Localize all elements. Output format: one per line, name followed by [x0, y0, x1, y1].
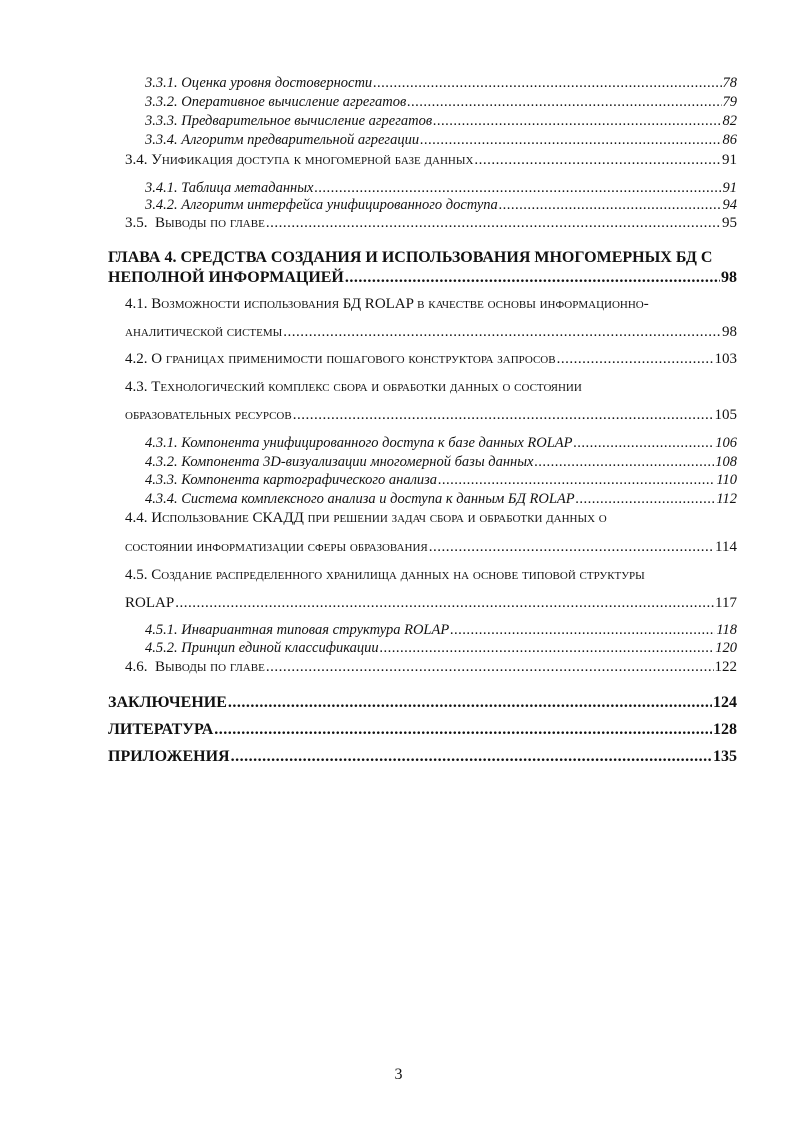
dot-leader [420, 133, 721, 148]
toc-entry[interactable] [125, 325, 737, 340]
toc-entry-label: 3.3.2. Оперативное вычисление агрегатов [145, 94, 407, 110]
dot-leader [293, 408, 714, 423]
toc-entry[interactable] [145, 492, 737, 507]
toc-entry[interactable] [145, 473, 737, 488]
toc-entry-label: 3.4. Унификация доступа к многомерной базе данных [125, 152, 474, 168]
toc-entry-page: 108 [715, 454, 737, 470]
toc-entry-page: 122 [714, 659, 737, 675]
toc-entry[interactable] [108, 749, 737, 765]
toc-entry-line1[interactable]: 4.4. Использование СКАДД при решении задач сбора и обработки данных о [125, 510, 607, 526]
toc-entry[interactable] [125, 153, 737, 168]
toc-entry-page: 95 [722, 215, 737, 231]
toc-entry-page: 135 [713, 748, 737, 765]
toc-entry-line2: ROLAP [125, 595, 175, 611]
toc-entry-label: 4.5.1. Инвариантная типовая структура ROLAP [145, 622, 450, 638]
toc-entry-page: 94 [722, 197, 737, 213]
toc-entry-page: 120 [715, 640, 737, 656]
toc-entry-page: 79 [722, 94, 737, 110]
toc-entry[interactable] [145, 133, 737, 148]
toc-entry-label: 3.3.3. Предварительное вычисление агрегатов [145, 113, 433, 129]
toc-entry[interactable] [145, 641, 737, 656]
toc-entry-number: 4.6. [125, 659, 148, 675]
toc-entry-page: 106 [715, 435, 737, 451]
toc-entry[interactable] [125, 540, 737, 555]
toc-entry[interactable] [125, 660, 737, 675]
dot-leader [266, 216, 721, 231]
dot-leader [573, 436, 714, 451]
toc-entry[interactable] [145, 114, 737, 129]
toc-entry-page: 118 [716, 622, 737, 638]
toc-entry-line1[interactable]: 4.3. Технологический комплекс сбора и обработки данных о состоянии [125, 379, 582, 395]
toc-entry-label: 4.2. О границах применимости пошагового конструктора запросов [125, 351, 556, 367]
toc-entry[interactable] [145, 436, 737, 451]
toc-entry-page: 86 [722, 132, 737, 148]
toc-entry-page: 91 [722, 180, 737, 196]
dot-leader [450, 623, 715, 638]
toc-entry-line2: состоянии информатизации сферы образования [125, 539, 428, 555]
toc-entry-number: 3.5. [125, 215, 148, 231]
dot-leader [535, 455, 715, 470]
dot-leader [266, 660, 714, 675]
dot-leader [499, 198, 722, 213]
page-number: 3 [394, 1066, 403, 1083]
toc-entry-text: Выводы по главе [155, 215, 265, 231]
toc-entry[interactable] [108, 722, 737, 738]
toc-entry-page: 91 [722, 152, 737, 168]
dot-leader [433, 114, 721, 129]
dot-leader [231, 749, 712, 765]
dot-leader [373, 76, 721, 91]
chapter-heading-line2: НЕПОЛНОЙ ИНФОРМАЦИЕЙ [108, 269, 344, 286]
toc-entry-page: 128 [713, 721, 737, 738]
dot-leader [429, 540, 714, 555]
toc-entry-page: 98 [721, 269, 737, 286]
toc-entry-line1[interactable]: 4.1. Возможности использования БД ROLAP в качестве основы информационно- [125, 296, 649, 312]
toc-entry-label: ПРИЛОЖЕНИЯ [108, 748, 230, 765]
toc-entry-label [125, 216, 265, 231]
toc-entry[interactable] [125, 408, 737, 423]
toc-entry[interactable] [125, 352, 737, 367]
toc-entry-label: 4.3.4. Система комплексного анализа и доступа к данным БД ROLAP [145, 491, 575, 507]
toc-entry-page: 124 [713, 694, 737, 711]
toc-entry-text: Выводы по главе [155, 659, 265, 675]
toc-entry-line2: образовательных ресурсов [125, 407, 292, 423]
toc-entry-page: 114 [715, 539, 737, 555]
toc-entry-page: 98 [722, 324, 737, 340]
toc-entry[interactable] [145, 198, 737, 213]
toc-entry-label: 3.4.2. Алгоритм интерфейса унифицированного доступа [145, 197, 498, 213]
dot-leader [407, 95, 721, 110]
toc-entry-label [125, 660, 265, 675]
dot-leader [345, 270, 720, 286]
dot-leader [214, 722, 712, 738]
toc-entry[interactable] [108, 270, 737, 286]
dot-leader [380, 641, 715, 656]
toc-entry[interactable] [125, 216, 737, 231]
dot-leader [576, 492, 716, 507]
dot-leader [438, 473, 715, 488]
toc-entry-label: 4.5.2. Принцип единой классификации [145, 640, 379, 656]
toc-entry-label: ЗАКЛЮЧЕНИЕ [108, 694, 227, 711]
toc-entry[interactable] [125, 596, 737, 611]
toc-entry-label: 3.4.1. Таблица метаданных [145, 180, 314, 196]
toc-entry[interactable] [145, 95, 737, 110]
toc-entry-page: 112 [716, 491, 737, 507]
toc-entry-label: 4.3.3. Компонента картографического анализа [145, 472, 438, 488]
toc-entry-label: 3.3.1. Оценка уровня достоверности [145, 75, 373, 91]
toc-entry-line2: аналитической системы [125, 324, 283, 340]
toc-entry-page: 105 [714, 407, 737, 423]
toc-entry-label: 4.3.2. Компонента 3D-визуализации многомерной базы данных [145, 454, 534, 470]
toc-entry[interactable] [145, 623, 737, 638]
chapter-heading-line1[interactable]: ГЛАВА 4. СРЕДСТВА СОЗДАНИЯ И ИСПОЛЬЗОВАНИЯ МНОГОМЕРНЫХ БД С [108, 249, 713, 266]
toc-entry-page: 117 [715, 595, 737, 611]
dot-leader [175, 596, 714, 611]
dot-leader [228, 695, 712, 711]
toc-entry[interactable] [108, 695, 737, 711]
toc-entry-label: ЛИТЕРАТУРА [108, 721, 214, 738]
toc-entry-label: 4.3.1. Компонента унифицированного доступа к базе данных ROLAP [145, 435, 573, 451]
toc-entry-page: 103 [714, 351, 737, 367]
toc-entry-page: 110 [716, 472, 737, 488]
dot-leader [314, 181, 721, 196]
toc-entry-line1[interactable]: 4.5. Создание распределенного хранилища данных на основе типовой структуры [125, 567, 645, 583]
toc-entry-page: 78 [722, 75, 737, 91]
toc-entry[interactable] [145, 181, 737, 196]
toc-entry[interactable] [145, 455, 737, 470]
toc-entry-label: 3.3.4. Алгоритм предварительной агрегации [145, 132, 420, 148]
toc-entry-page: 82 [722, 113, 737, 129]
dot-leader [474, 153, 721, 168]
toc-entry[interactable] [145, 76, 737, 91]
dot-leader [557, 352, 714, 367]
dot-leader [283, 325, 721, 340]
